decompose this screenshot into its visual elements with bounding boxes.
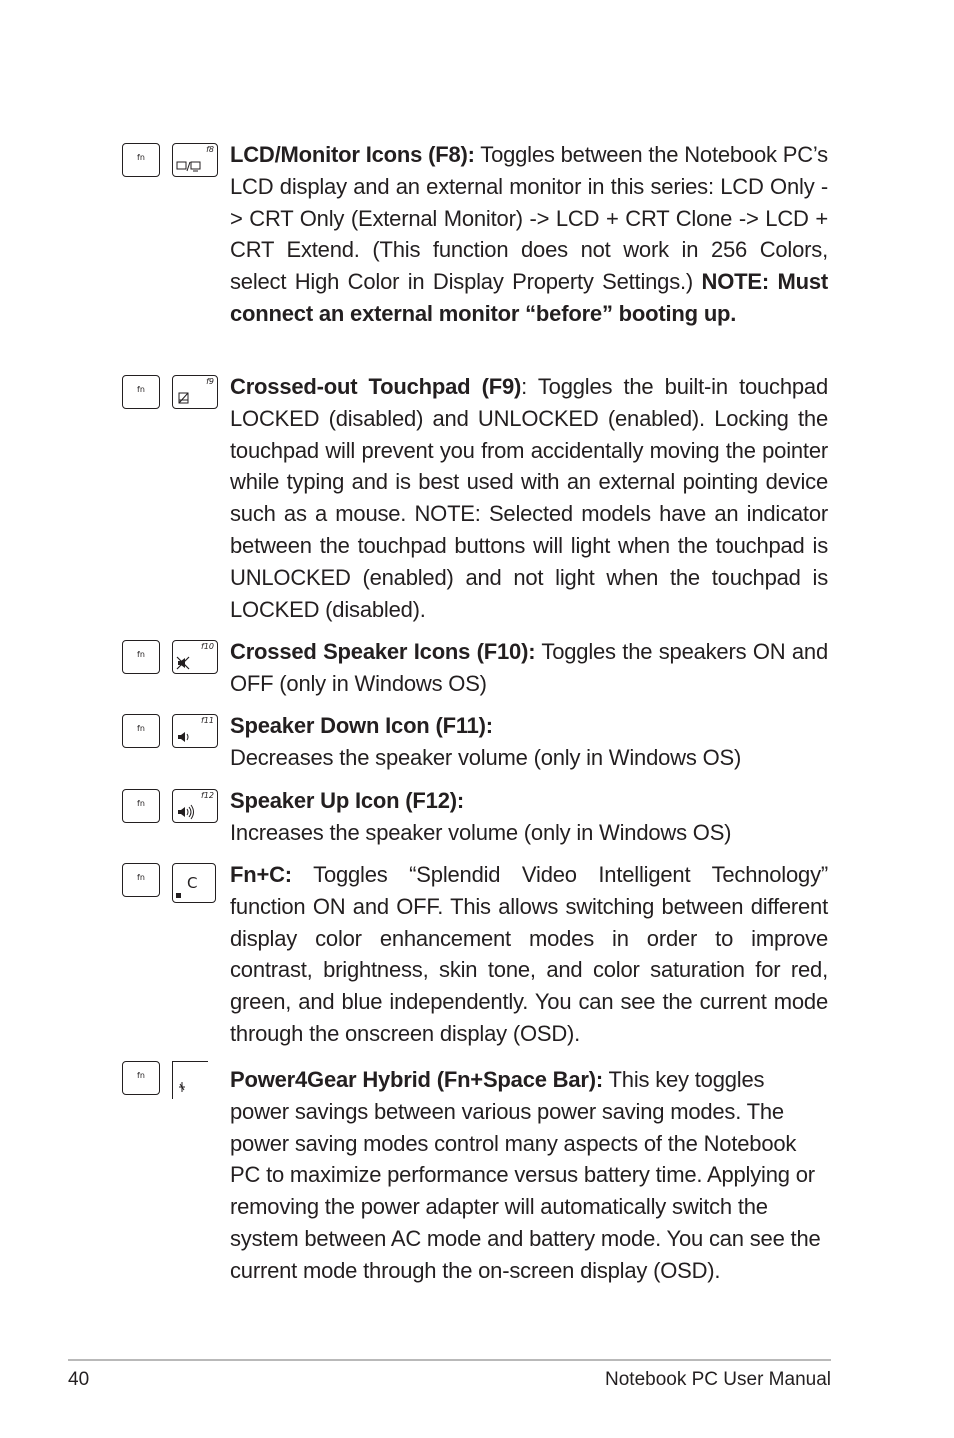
- speaker-mute-icon: [175, 655, 203, 671]
- fn-key-label: fn: [137, 1071, 145, 1080]
- fn-key-label: fn: [137, 650, 145, 659]
- key-combo: [122, 640, 222, 680]
- f8-key: [172, 143, 218, 177]
- fn-key: [122, 863, 160, 897]
- entry-heading: Speaker Up Icon (F12):: [230, 788, 464, 813]
- fn-key: [122, 143, 160, 177]
- fn-key: [122, 714, 160, 748]
- entry-text: [230, 371, 828, 625]
- entry-body: This key toggles power savings between various power saving modes. The power saving modes control many aspects of the Notebook PC to maximize performance versus battery time. Applying or removing the power adapter will automatically switch the system between AC mode and battery mode. You can see the current mode through the on-screen display (OSD).: [230, 1067, 821, 1283]
- entry-text: [230, 636, 828, 700]
- f10-key: [172, 640, 218, 674]
- monitor-icon: [175, 158, 203, 174]
- entry-text: [230, 139, 828, 330]
- f10-key-label: f10: [201, 642, 214, 651]
- entry-text: [230, 859, 828, 1050]
- fn-key-label: fn: [137, 724, 145, 733]
- fn-key: [122, 375, 160, 409]
- key-combo: [122, 863, 222, 903]
- entry-text: [230, 785, 828, 849]
- f9-key: [172, 375, 218, 409]
- fn-key-label: fn: [137, 153, 145, 162]
- entry-body: Toggles “Splendid Video Intelligent Technology” function ON and OFF. This allows switching between different display color enhancement modes in order to improve contrast, brightness, skin tone, and color saturation for red, green, and blue independently. You can see the current mode through the onscreen display (OSD).: [230, 862, 828, 1046]
- fn-key-label: fn: [137, 873, 145, 882]
- entry-heading: Crossed Speaker Icons (F10):: [230, 639, 536, 664]
- entry-body: Toggles between the Notebook PC’s LCD display and an external monitor in this series: LCD Only -> CRT Only (External Monitor) -> LCD + CRT Clone -> LCD + CRT Extend. (This function does not work in 256 Colors, select High Color in Display Property Settings.): [230, 142, 828, 295]
- footer-divider: [68, 1359, 831, 1361]
- entry-body: Toggles the speakers ON and OFF (only in Windows OS): [230, 639, 829, 696]
- manual-title: Notebook PC User Manual: [605, 1369, 831, 1390]
- entry-heading: Speaker Down Icon (F11):: [230, 713, 493, 738]
- key-combo: [122, 789, 222, 829]
- f12-key-label: f12: [201, 791, 214, 800]
- key-combo: [122, 714, 222, 754]
- page-number: 40: [68, 1369, 90, 1390]
- speaker-down-icon: [175, 729, 203, 745]
- splendid-icon: [175, 884, 203, 900]
- entry-body: Decreases the speaker volume (only in Windows OS): [230, 744, 742, 770]
- c-key: [172, 863, 216, 903]
- fn-key-label: fn: [137, 385, 145, 394]
- c-key-label: C: [187, 874, 198, 892]
- f8-key-label: f8: [206, 145, 214, 154]
- key-combo: [122, 143, 222, 183]
- speaker-up-icon: [175, 804, 203, 820]
- f12-key: [172, 789, 218, 823]
- key-combo: [122, 375, 222, 415]
- fn-key-label: fn: [137, 799, 145, 808]
- entry-text: [230, 710, 828, 774]
- space-bar-key: [172, 1061, 208, 1099]
- f11-key-label: f11: [201, 716, 214, 725]
- fn-key: [122, 1061, 160, 1095]
- touchpad-off-icon: [175, 390, 203, 406]
- entry-heading: LCD/Monitor Icons (F8):: [230, 142, 475, 167]
- entry-text: [230, 1064, 828, 1287]
- entry-body: Increases the speaker volume (only in Windows OS): [230, 819, 732, 845]
- fn-key: [122, 789, 160, 823]
- entry-heading: Power4Gear Hybrid (Fn+Space Bar):: [230, 1067, 604, 1092]
- f9-key-label: f9: [206, 377, 214, 386]
- entry-body: : Toggles the built-in touchpad LOCKED (disabled) and UNLOCKED (enabled). Locking the touchpad will prevent you from accidentally moving the pointer while typing and is best used with an external pointing device such as a mouse. NOTE: Selected models have an indicator between the touchpad buttons will light when the touchpad is UNLOCKED (enabled) and not light when the touchpad is LOCKED (disabled).: [230, 374, 828, 622]
- fn-key: [122, 640, 160, 674]
- f11-key: [172, 714, 218, 748]
- entry-heading: Crossed-out Touchpad (F9): [230, 374, 522, 399]
- entry-heading: Fn+C:: [230, 862, 292, 887]
- entry-note: NOTE: Must connect an external monitor “before” booting up.: [230, 269, 828, 326]
- power4gear-icon: [177, 1079, 205, 1095]
- key-combo: [122, 1061, 222, 1101]
